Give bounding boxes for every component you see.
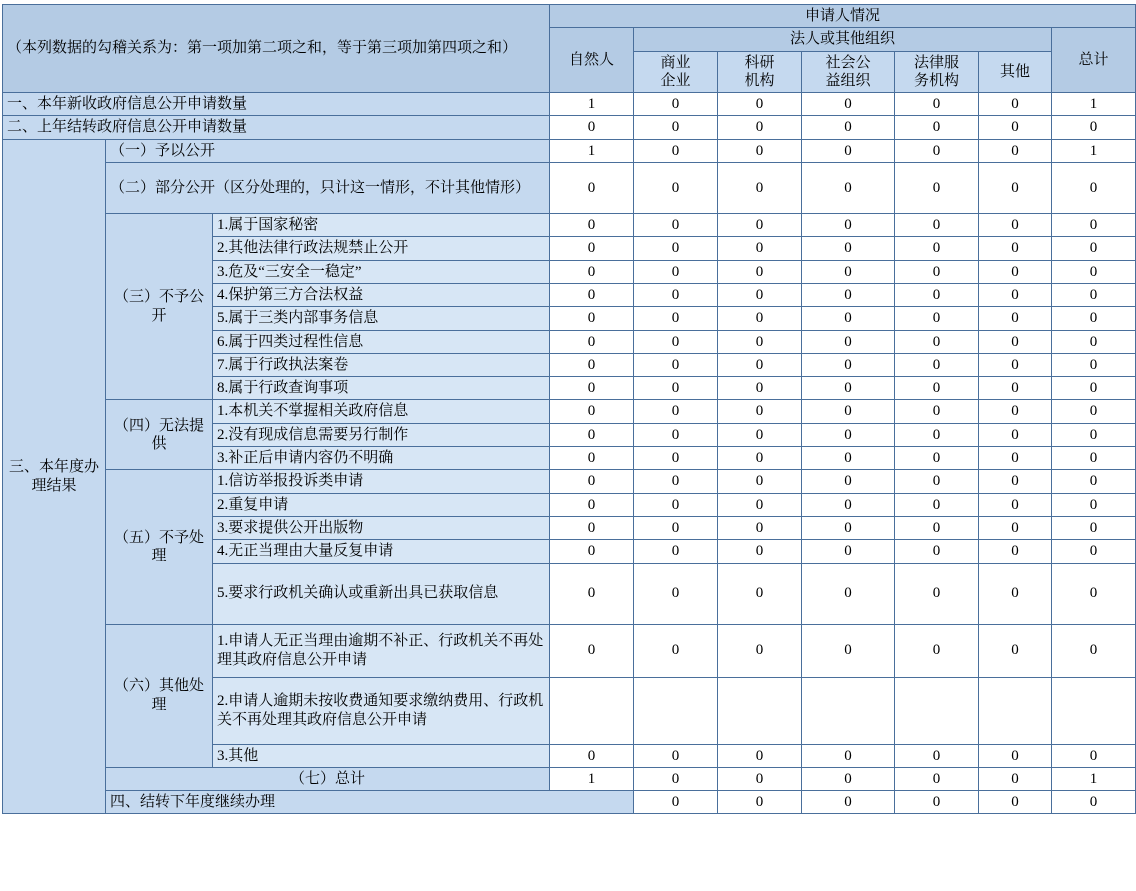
cell-value: 0 [979, 307, 1052, 330]
cell-value: 0 [634, 237, 718, 260]
cell-value: 0 [634, 563, 718, 624]
row-label-item: 2.其他法律行政法规禁止公开 [213, 237, 550, 260]
cell-value: 0 [550, 283, 634, 306]
cell-value [895, 677, 979, 744]
cell-value [550, 677, 634, 744]
cell-value: 0 [718, 260, 802, 283]
cell-value: 0 [802, 447, 895, 470]
cell-value: 0 [895, 353, 979, 376]
cell-value: 0 [550, 423, 634, 446]
cell-value: 0 [979, 116, 1052, 139]
cell-value: 0 [979, 744, 1052, 767]
cell-value: 0 [718, 791, 802, 814]
cell-value: 0 [895, 540, 979, 563]
cell-value: 0 [802, 307, 895, 330]
cell-value: 0 [979, 237, 1052, 260]
cell-value: 0 [802, 423, 895, 446]
cell-value: 0 [802, 791, 895, 814]
header-legal-group: 法人或其他组织 [634, 28, 1052, 51]
row-label-item: 5.要求行政机关确认或重新出具已获取信息 [213, 563, 550, 624]
row-label-item: 3.补正后申请内容仍不明确 [213, 447, 550, 470]
cell-value: 0 [550, 307, 634, 330]
cell-value: 0 [634, 540, 718, 563]
cell-value: 0 [802, 767, 895, 790]
row-label-carry-forward: 四、结转下年度继续办理 [106, 791, 634, 814]
cell-value: 0 [895, 237, 979, 260]
cell-value: 0 [550, 540, 634, 563]
cell-value: 0 [895, 139, 979, 162]
row-label-section-three: 三、本年度办理结果 [3, 139, 106, 814]
row-label-item: 4.无正当理由大量反复申请 [213, 540, 550, 563]
cell-value: 0 [1052, 493, 1136, 516]
header-col-legal-service [895, 51, 979, 93]
cell-value: 0 [550, 377, 634, 400]
cell-value: 0 [979, 330, 1052, 353]
header-col-commercial [634, 51, 718, 93]
cell-value: 0 [550, 214, 634, 237]
cell-value: 0 [634, 624, 718, 677]
cell-value: 0 [1052, 237, 1136, 260]
header-col-legal-service-line2: 务机构 [914, 72, 960, 89]
cell-value: 0 [634, 283, 718, 306]
cell-value: 0 [634, 307, 718, 330]
cell-value: 0 [550, 470, 634, 493]
cell-value: 0 [1052, 307, 1136, 330]
cell-value: 0 [979, 791, 1052, 814]
cell-value [1052, 677, 1136, 744]
cell-value: 0 [1052, 283, 1136, 306]
cell-value: 0 [634, 744, 718, 767]
cell-value: 0 [550, 744, 634, 767]
cell-value: 0 [979, 377, 1052, 400]
cell-value: 0 [718, 330, 802, 353]
cell-value: 0 [802, 744, 895, 767]
cell-value: 0 [634, 791, 718, 814]
cell-value: 0 [1052, 423, 1136, 446]
cell-value: 0 [802, 330, 895, 353]
cell-value: 0 [634, 767, 718, 790]
cell-value: 0 [979, 93, 1052, 116]
cell-value: 0 [802, 163, 895, 214]
cell-value: 0 [634, 353, 718, 376]
cell-value: 0 [634, 93, 718, 116]
cell-value: 0 [550, 516, 634, 539]
cell-value: 0 [1052, 400, 1136, 423]
table-row [3, 93, 1136, 116]
cell-value: 0 [895, 624, 979, 677]
cell-value: 0 [895, 214, 979, 237]
row-label-item: 8.属于行政查询事项 [213, 377, 550, 400]
cell-value: 0 [634, 260, 718, 283]
cell-value: 0 [718, 423, 802, 446]
cell-value: 0 [802, 93, 895, 116]
table-header-row-1 [3, 5, 1136, 28]
cell-value: 0 [718, 563, 802, 624]
header-col-public-welfare-line2: 益组织 [825, 72, 871, 89]
cell-value: 0 [718, 540, 802, 563]
cell-value: 1 [550, 139, 634, 162]
cell-value: 0 [802, 624, 895, 677]
cell-value: 0 [550, 624, 634, 677]
cell-value: 0 [895, 447, 979, 470]
row-label-other-handling: （六）其他处理 [106, 624, 213, 767]
cell-value: 0 [895, 423, 979, 446]
row-label-item: 1.申请人无正当理由逾期不补正、行政机关不再处理其政府信息公开申请 [213, 624, 550, 677]
row-label-item: 1.本机关不掌握相关政府信息 [213, 400, 550, 423]
cell-value: 0 [550, 447, 634, 470]
cell-value: 0 [979, 624, 1052, 677]
cell-value: 0 [718, 116, 802, 139]
cell-value: 0 [718, 163, 802, 214]
cell-value: 0 [1052, 516, 1136, 539]
cell-value: 0 [550, 563, 634, 624]
row-label-partially-disclosed: （二）部分公开（区分处理的，只计这一情形，不计其他情形） [106, 163, 550, 214]
cell-value: 1 [550, 767, 634, 790]
cell-value: 0 [979, 283, 1052, 306]
cell-value: 0 [802, 139, 895, 162]
cell-value: 0 [634, 214, 718, 237]
cell-value: 0 [979, 260, 1052, 283]
cell-value: 1 [1052, 139, 1136, 162]
header-col-other: 其他 [979, 51, 1052, 93]
cell-value: 0 [718, 400, 802, 423]
cell-value: 0 [718, 516, 802, 539]
cell-value: 0 [634, 423, 718, 446]
cell-value: 0 [1052, 214, 1136, 237]
row-label-item: 4.保护第三方合法权益 [213, 283, 550, 306]
cell-value: 0 [1052, 330, 1136, 353]
cell-value: 0 [718, 377, 802, 400]
table-row [3, 624, 1136, 677]
row-label-item: 7.属于行政执法案卷 [213, 353, 550, 376]
cell-value: 0 [979, 447, 1052, 470]
cell-value: 0 [802, 400, 895, 423]
header-col-public-welfare-line1: 社会公 [825, 54, 871, 71]
header-col-public-welfare [802, 51, 895, 93]
header-col-commercial-line2: 企业 [660, 72, 691, 89]
table-row [3, 791, 1136, 814]
cell-value: 0 [895, 377, 979, 400]
cell-value: 0 [718, 353, 802, 376]
row-label-item: 2.没有现成信息需要另行制作 [213, 423, 550, 446]
cell-value: 0 [550, 400, 634, 423]
cell-value: 0 [895, 400, 979, 423]
cell-value: 0 [634, 330, 718, 353]
row-label-item: 6.属于四类过程性信息 [213, 330, 550, 353]
cell-value: 0 [802, 237, 895, 260]
header-applicant-group: 申请人情况 [550, 5, 1136, 28]
table-row [3, 163, 1136, 214]
cell-value: 0 [802, 563, 895, 624]
row-label-not-disclosed: （三）不予公开 [106, 214, 213, 400]
cell-value: 0 [802, 353, 895, 376]
cell-value: 1 [1052, 93, 1136, 116]
cell-value: 0 [979, 493, 1052, 516]
header-col-research [718, 51, 802, 93]
cell-value: 0 [718, 493, 802, 516]
cell-value: 0 [895, 116, 979, 139]
table-row [3, 116, 1136, 139]
table-row [3, 767, 1136, 790]
report-table-page [0, 4, 1136, 891]
cell-value: 0 [802, 116, 895, 139]
cell-value: 0 [979, 163, 1052, 214]
row-label-item: 1.属于国家秘密 [213, 214, 550, 237]
cell-value: 0 [634, 163, 718, 214]
cell-value: 0 [979, 400, 1052, 423]
cell-value: 0 [895, 283, 979, 306]
header-natural-person: 自然人 [550, 28, 634, 93]
row-label-item: 3.其他 [213, 744, 550, 767]
cell-value: 0 [718, 237, 802, 260]
cell-value: 0 [895, 791, 979, 814]
cell-value: 0 [718, 744, 802, 767]
cell-value: 0 [895, 563, 979, 624]
row-label-subtotal: （七）总计 [106, 767, 550, 790]
header-col-commercial-line1: 商业 [660, 54, 691, 71]
cell-value [718, 677, 802, 744]
cell-value: 0 [550, 493, 634, 516]
cell-value: 0 [1052, 791, 1136, 814]
row-label-item: 3.危及“三安全一稳定” [213, 260, 550, 283]
cell-value: 0 [550, 163, 634, 214]
header-col-research-line1: 科研 [744, 54, 775, 71]
cell-value: 0 [895, 516, 979, 539]
row-label-carried-over: 二、上年结转政府信息公开申请数量 [3, 116, 550, 139]
row-label-item: 5.属于三类内部事务信息 [213, 307, 550, 330]
cell-value: 0 [1052, 744, 1136, 767]
cell-value: 0 [718, 93, 802, 116]
cell-value: 0 [1052, 624, 1136, 677]
cell-value: 0 [802, 377, 895, 400]
cell-value: 0 [979, 353, 1052, 376]
information-disclosure-table [2, 4, 1136, 814]
row-label-not-processed: （五）不予处理 [106, 470, 213, 624]
table-row [3, 470, 1136, 493]
cell-value: 0 [979, 423, 1052, 446]
cell-value: 0 [634, 116, 718, 139]
cell-value: 0 [718, 447, 802, 470]
cell-value: 0 [718, 624, 802, 677]
cell-value: 0 [895, 744, 979, 767]
cell-value: 0 [802, 493, 895, 516]
cell-value: 0 [802, 516, 895, 539]
cell-value: 0 [895, 307, 979, 330]
cell-value: 0 [1052, 563, 1136, 624]
row-label-new-applications: 一、本年新收政府信息公开申请数量 [3, 93, 550, 116]
cell-value: 0 [895, 767, 979, 790]
cell-value: 0 [802, 260, 895, 283]
cell-value: 0 [550, 353, 634, 376]
cell-value: 0 [634, 516, 718, 539]
cell-value: 0 [802, 283, 895, 306]
cell-value: 0 [718, 283, 802, 306]
row-label-item: 2.重复申请 [213, 493, 550, 516]
cell-value: 0 [979, 214, 1052, 237]
row-label-unable-to-provide: （四）无法提供 [106, 400, 213, 470]
cell-value: 0 [979, 767, 1052, 790]
cell-value: 0 [895, 93, 979, 116]
cell-value: 0 [634, 139, 718, 162]
cell-value: 0 [1052, 353, 1136, 376]
cell-value: 0 [802, 470, 895, 493]
cell-value: 0 [1052, 470, 1136, 493]
header-total: 总计 [1052, 28, 1136, 93]
header-col-legal-service-line1: 法律服 [914, 54, 960, 71]
cell-value: 0 [895, 163, 979, 214]
table-row [3, 400, 1136, 423]
cell-value: 0 [1052, 260, 1136, 283]
cell-value: 0 [802, 214, 895, 237]
cell-value: 0 [550, 116, 634, 139]
cell-value: 0 [895, 470, 979, 493]
cell-value: 0 [979, 139, 1052, 162]
cell-value: 0 [895, 260, 979, 283]
cell-value: 0 [718, 214, 802, 237]
cell-value: 0 [634, 377, 718, 400]
cell-value [979, 677, 1052, 744]
row-label-item: 2.申请人逾期未按收费通知要求缴纳费用、行政机关不再处理其政府信息公开申请 [213, 677, 550, 744]
cell-value: 0 [634, 493, 718, 516]
cell-value: 0 [895, 493, 979, 516]
cell-value: 0 [550, 237, 634, 260]
cell-value [634, 677, 718, 744]
cell-value: 0 [550, 260, 634, 283]
cell-value: 0 [634, 400, 718, 423]
cell-value: 0 [1052, 163, 1136, 214]
row-label-item: 1.信访举报投诉类申请 [213, 470, 550, 493]
cell-value: 0 [895, 330, 979, 353]
cell-value: 0 [979, 540, 1052, 563]
cell-value: 0 [979, 516, 1052, 539]
cell-value: 0 [1052, 377, 1136, 400]
cell-value: 0 [802, 540, 895, 563]
cell-value: 0 [634, 470, 718, 493]
cell-value: 0 [979, 563, 1052, 624]
cell-value: 0 [1052, 540, 1136, 563]
cell-value: 1 [1052, 767, 1136, 790]
cell-value: 0 [550, 330, 634, 353]
cell-value [802, 677, 895, 744]
cell-value: 0 [634, 447, 718, 470]
cell-value: 1 [550, 93, 634, 116]
table-row [3, 214, 1136, 237]
cell-value: 0 [718, 307, 802, 330]
cell-value: 0 [1052, 116, 1136, 139]
header-col-research-line2: 机构 [744, 72, 775, 89]
table-row [3, 139, 1136, 162]
cell-value: 0 [1052, 447, 1136, 470]
cell-value: 0 [718, 139, 802, 162]
note-cell: （本列数据的勾稽关系为：第一项加第二项之和，等于第三项加第四项之和） [3, 5, 550, 93]
cell-value: 0 [718, 767, 802, 790]
row-label-item: 3.要求提供公开出版物 [213, 516, 550, 539]
cell-value: 0 [979, 470, 1052, 493]
row-label-disclosed: （一）予以公开 [106, 139, 550, 162]
cell-value: 0 [718, 470, 802, 493]
